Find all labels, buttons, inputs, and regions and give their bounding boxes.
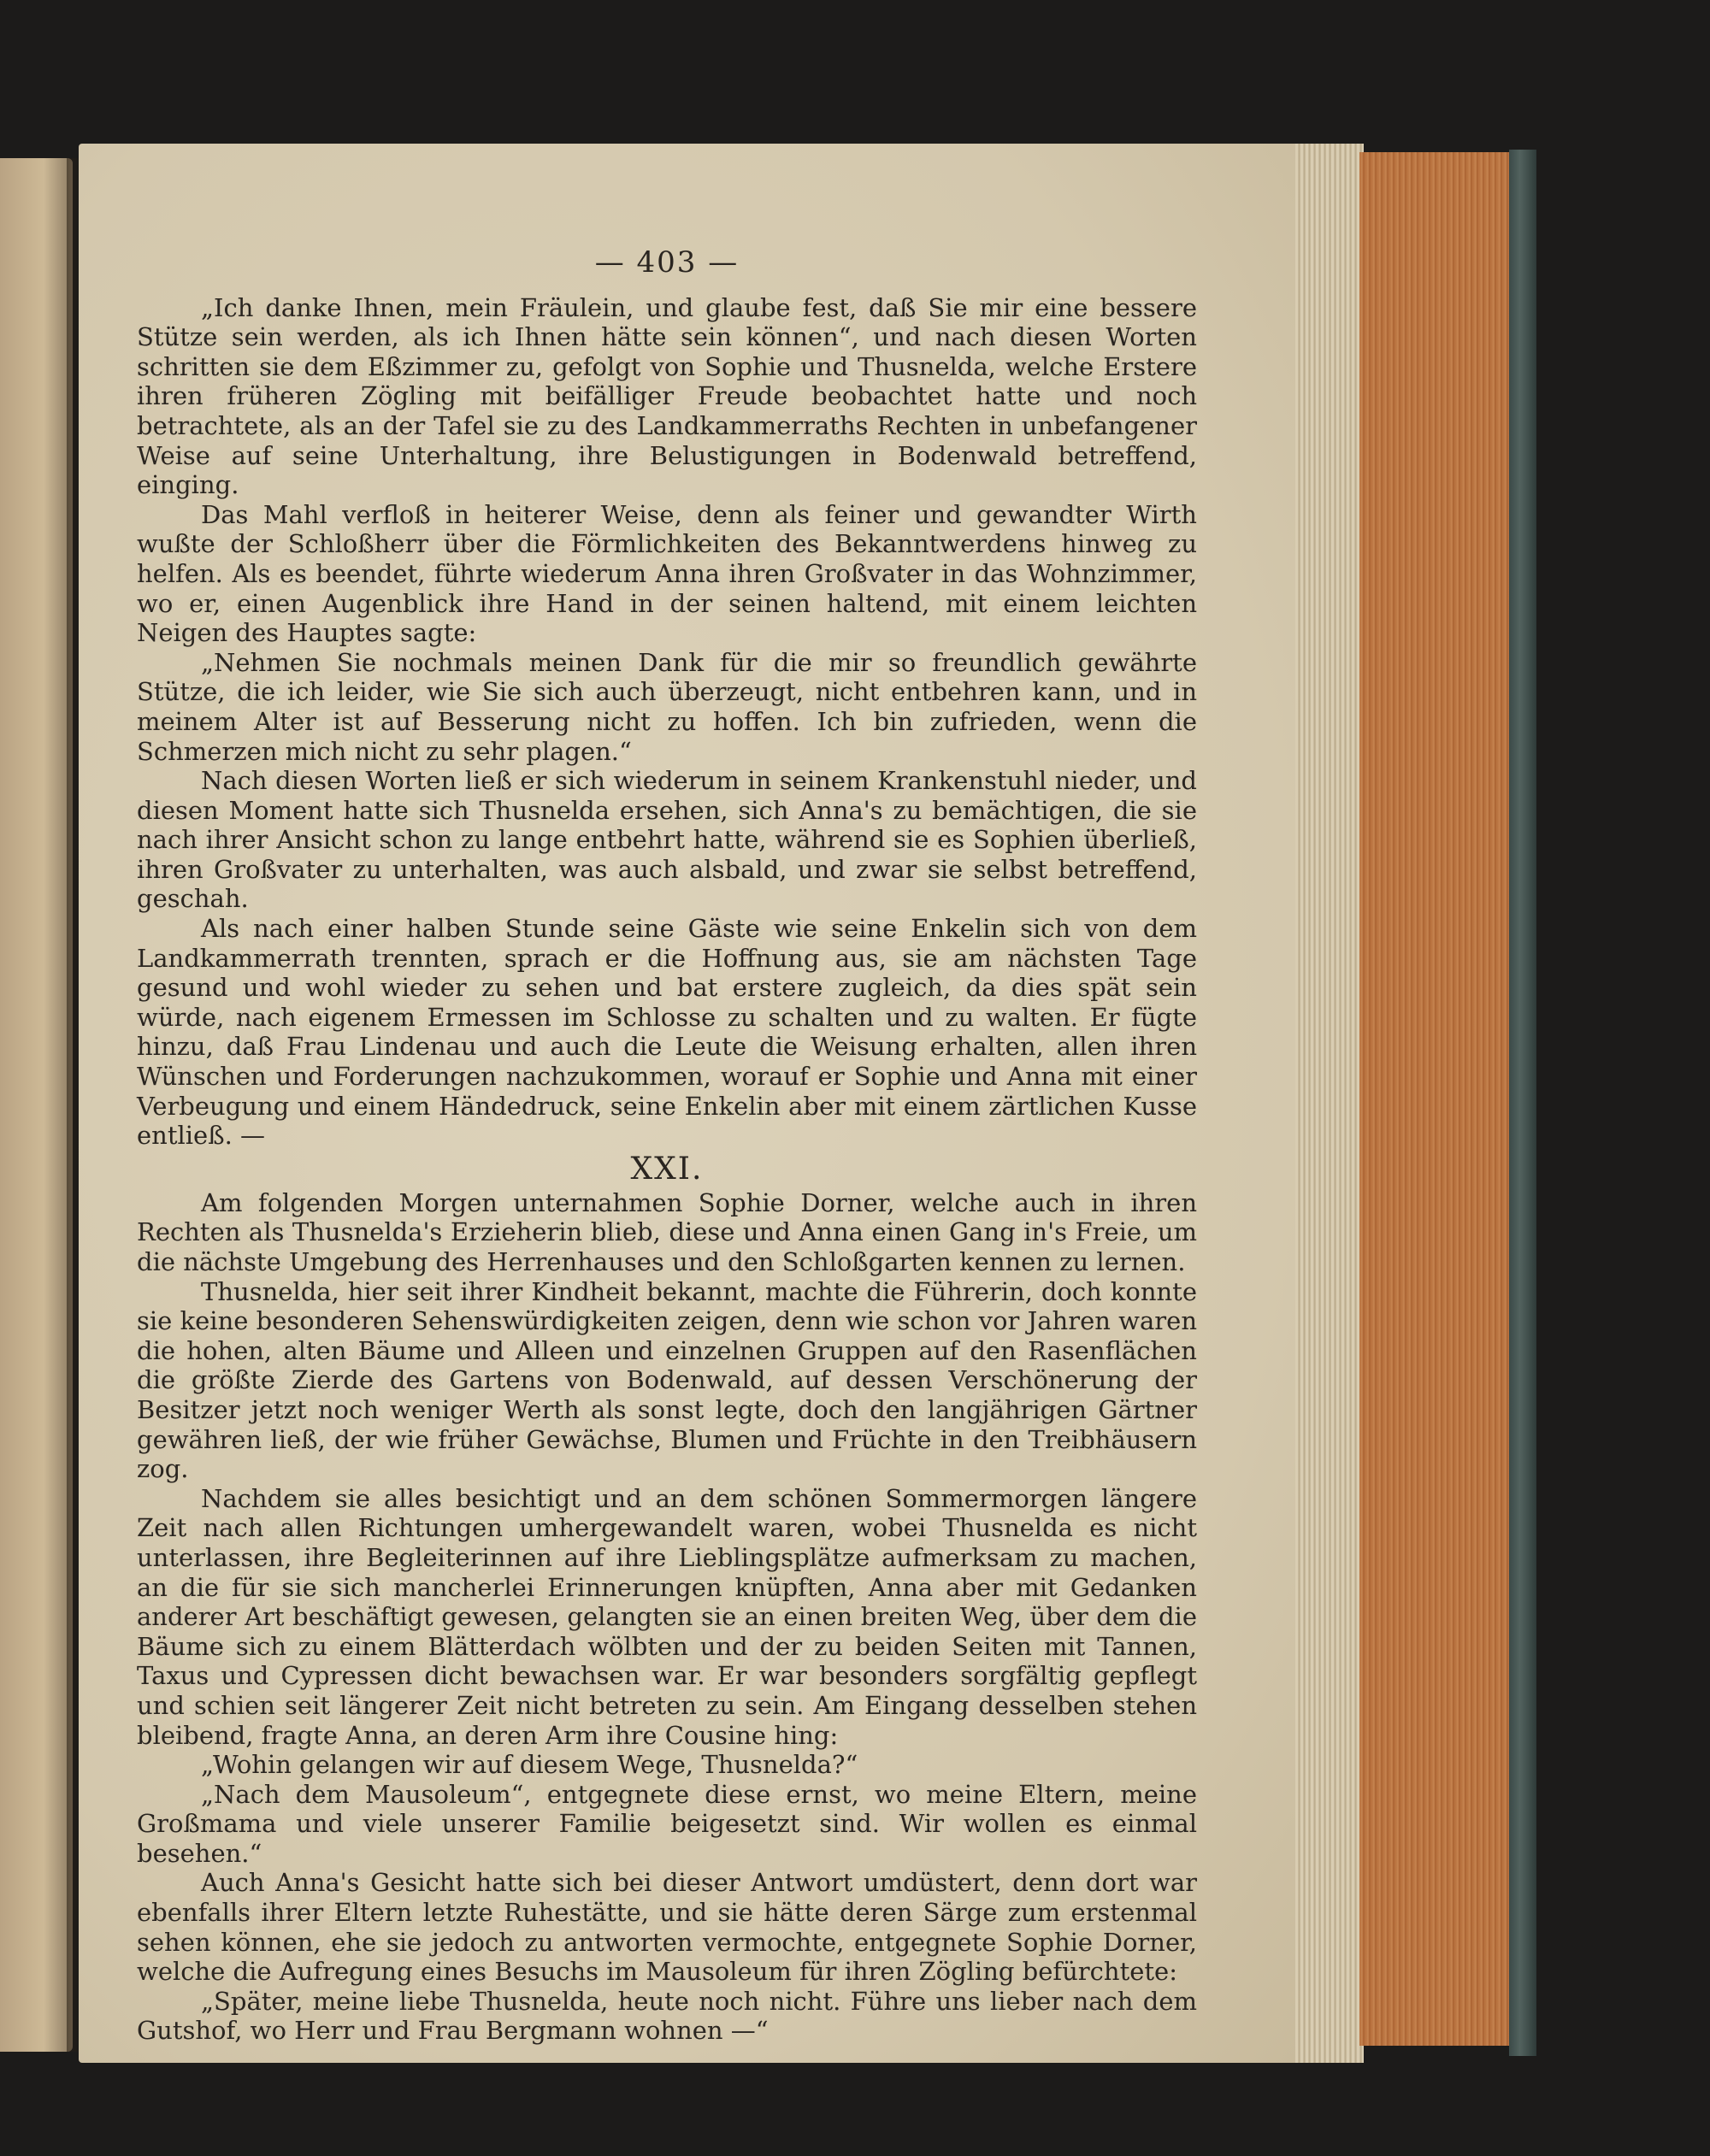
paragraph: Auch Anna's Gesicht hatte sich bei dieser Antwort umdüstert, denn dort war ebenfalls ihrer Eltern letzte Ruhestätte, und sie hätte deren Särge zum erstenmal sehen können, ehe sie jedoch zu antworten vermochte, entgegnete Sophie Dorner, welche die Aufregung eines Besuchs im Mausoleum für ihren Zögling befürchtete:	[137, 1868, 1197, 1987]
left-page-edge	[0, 158, 73, 2052]
paragraph: Nachdem sie alles besichtigt und an dem schönen Sommermorgen längere Zeit nach allen Richtungen umhergewandelt waren, wobei Thusnelda es nicht unterlassen, ihre Begleiterinnen auf ihre Lieblingsplätze aufmerksam zu machen, an die für sie sich mancherlei Erinnerungen knüpften, Anna aber mit Gedanken anderer Art beschäftigt gewesen, gelangten sie an einen breiten Weg, über dem die Bäume sich zu einem Blätterdach wölbten und der zu beiden Seiten mit Tannen, Taxus und Cypressen dicht bewachsen war. Er war besonders sorgfältig gepflegt und schien seit längerer Zeit nicht betreten zu sein. Am Eingang desselben stehen bleibend, fragte Anna, an deren Arm ihre Cousine hing:	[137, 1483, 1197, 1750]
paragraph: Thusnelda, hier seit ihrer Kindheit bekannt, machte die Führerin, doch konnte sie keine besonderen Sehenswürdigkeiten zeigen, denn wie schon vor Jahren waren die hohen, alten Bäume und Alleen und einzelnen Gruppen auf den Rasenflächen die größte Zierde des Gartens von Bodenwald, auf dessen Verschönerung der Besitzer jetzt noch weniger Werth als sonst legte, doch den langjährigen Gärtner gewähren ließ, der wie früher Gewächse, Blumen und Früchte in den Treibhäusern zog.	[137, 1276, 1197, 1484]
paragraph: Am folgenden Morgen unternahmen Sophie Dorner, welche auch in ihren Rechten als Thusnelda's Erzieherin blieb, diese und Anna einen Gang in's Freie, um die nächste Umgebung des Herrenhauses und den Schloßgarten kennen zu lernen.	[137, 1187, 1197, 1276]
gilt-page-block	[1359, 152, 1513, 2046]
paragraph: „Nehmen Sie nochmals meinen Dank für die mir so freundlich gewährte Stütze, die ich leider, wie Sie sich auch überzeugt, nicht entbehren kann, und in meinem Alter ist auf Besserung nicht zu hoffen. Ich bin zufrieden, wenn die Schmerzen mich nicht zu sehr plagen.“	[137, 647, 1197, 766]
paragraph: „Ich danke Ihnen, mein Fräulein, und glaube fest, daß Sie mir eine bessere Stütze sein werden, als ich Ihnen hätte sein können“, und nach diesen Worten schritten sie dem Eßzimmer zu, gefolgt von Sophie und Thusnelda, welche Erstere ihren früheren Zögling mit beifälliger Freude beobachtet hatte und noch betrachtete, als an der Tafel sie zu des Landkammerraths Rechten in unbefangener Weise auf seine Unterhaltung, ihre Belustigungen in Bodenwald betreffend, einging.	[137, 292, 1197, 500]
page-text	[137, 245, 1197, 2046]
page-number: — 403 —	[594, 245, 740, 280]
paragraph: Das Mahl verfloß in heiterer Weise, denn als feiner und gewandter Wirth wußte der Schloßherr über die Förmlichkeiten des Bekanntwerdens hinweg zu helfen. Als es beendet, führte wiederum Anna ihren Großvater in das Wohnzimmer, wo er, einen Augenblick ihre Hand in der seinen haltend, mit einem leichten Neigen des Hauptes sagte:	[137, 499, 1197, 648]
chapter-heading: XXI.	[630, 1151, 704, 1187]
paragraph: Nach diesen Worten ließ er sich wiederum in seinem Krankenstuhl nieder, und diesen Moment hatte sich Thusnelda ersehen, sich Anna's zu bemächtigen, die sie nach ihrer Ansicht schon zu lange entbehrt hatte, während sie es Sophien überließ, ihren Großvater zu unterhalten, was auch alsbald, und zwar sie selbst betreffend, geschah.	[137, 766, 1197, 914]
cover-board	[1509, 150, 1536, 2056]
page-edges	[1295, 144, 1364, 2063]
paragraph: „Wohin gelangen wir auf diesem Wege, Thusnelda?“	[201, 1750, 858, 1780]
paragraph: „Nach dem Mausoleum“, entgegnete diese ernst, wo meine Eltern, meine Großmama und viele unserer Familie beigesetzt sind. Wir wollen es einmal besehen.“	[137, 1779, 1197, 1868]
paragraph: Als nach einer halben Stunde seine Gäste wie seine Enkelin sich von dem Landkammerrath trennten, sprach er die Hoffnung aus, sie am nächsten Tage gesund und wohl wieder zu sehen und bat erstere zugleich, da dies spät sein würde, nach eigenem Ermessen im Schlosse zu schalten und zu walten. Er fügte hinzu, daß Frau Lindenau und auch die Leute die Weisung erhalten, allen ihren Wünschen und Forderungen nachzukommen, worauf er Sophie und Anna mit einer Verbeugung und einem Händedruck, seine Enkelin aber mit einem zärtlichen Kusse entließ. —	[137, 914, 1197, 1151]
paragraph: „Später, meine liebe Thusnelda, heute noch nicht. Führe uns lieber nach dem Gutshof, wo Herr und Frau Bergmann wohnen —“	[137, 1986, 1197, 2046]
